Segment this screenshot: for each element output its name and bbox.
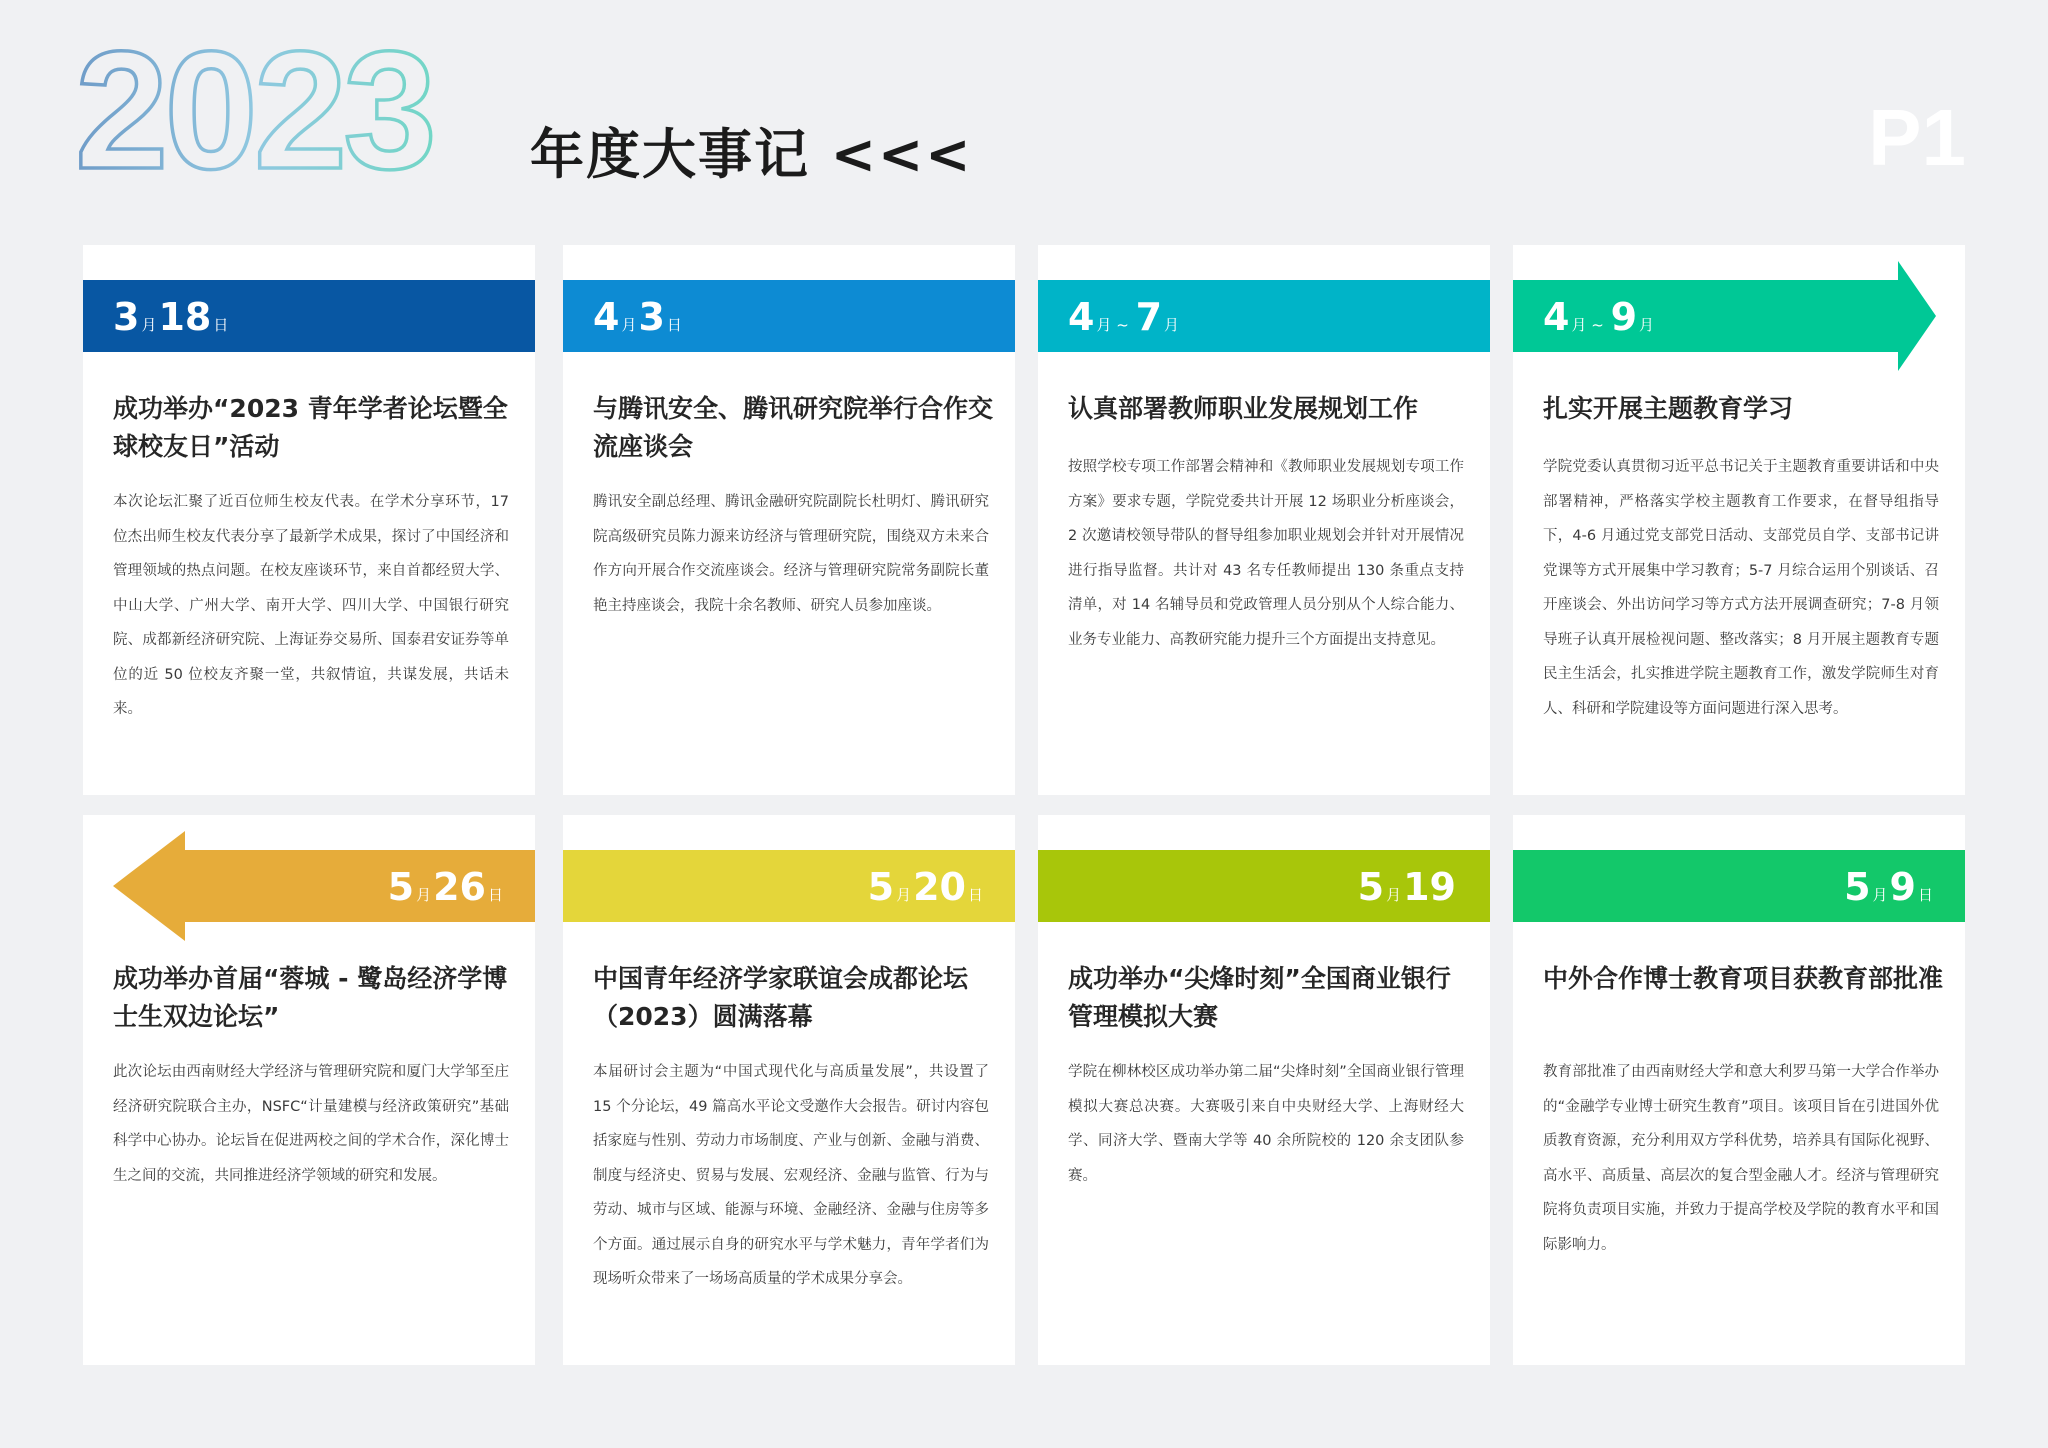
event-date: 3 月18 日 — [113, 295, 229, 339]
event-heading: 成功举办“2023 青年学者论坛暨全球校友日”活动 — [113, 394, 508, 461]
event-card-7 — [1038, 815, 1490, 1365]
event-date: 4 月 ~ 9 月 — [1543, 295, 1655, 339]
event-body: 此次论坛由西南财经大学经济与管理研究院和厦门大学邹至庄经济研究院联合主办，NSFC“计量建模与经济政策研究”基础科学中心协办。论坛旨在促进两校之间的学术合作，深化博士生之间的交流，共同推进经济学领域的研究和发展。 — [113, 1064, 509, 1184]
event-date: 5 月19 — [1357, 865, 1456, 909]
event-heading: 认真部署教师职业发展规划工作 — [1068, 394, 1419, 423]
event-body: 腾讯安全副总经理、腾讯金融研究院副院长杜明灯、腾讯研究院高级研究员陈力源来访经济与管理研究院，围绕双方未来合作方向开展合作交流座谈会。经济与管理研究院常务副院长董艳主持座谈会，我院十余名教师、研究人员参加座谈。 — [593, 494, 989, 614]
event-card-5 — [83, 815, 535, 1365]
event-heading: 成功举办首届“蓉城 - 鹭岛经济学博士生双边论坛” — [113, 964, 508, 1031]
event-date: 4 月 ~ 7 月 — [1068, 295, 1180, 339]
event-card-4 — [1513, 245, 1965, 795]
event-card-3 — [1038, 245, 1490, 795]
event-card-2 — [563, 245, 1015, 795]
event-body: 学院党委认真贯彻习近平总书记关于主题教育重要讲话和中央部署精神，严格落实学校主题教育工作要求，在督导组指导下，4-6 月通过党支部党日活动、支部党员自学、支部书记讲党课等方式开展集中学习教育；5-7 月综合运用个别谈话、召开座谈会、外出访问学习等方式方法开展调查研究；7-8 月领导班子认真开展检视问题、整改落实；8 月开展主题教育专题民主生活会，扎实推进学院主题教育工作，激发学院师生对育人、科研和学院建设等方面问题进行深入思考。 — [1543, 459, 1939, 717]
event-date: 5 月9 日 — [1844, 865, 1933, 909]
event-heading: 成功举办“尖烽时刻”全国商业银行管理模拟大赛 — [1068, 964, 1451, 1031]
event-card-8 — [1513, 815, 1965, 1365]
event-body: 本次论坛汇聚了近百位师生校友代表。在学术分享环节，17 位杰出师生校友代表分享了最新学术成果，探讨了中国经济和管理领域的热点问题。在校友座谈环节，来自首都经贸大学、中山大学、广州大学、南开大学、四川大学、中国银行研究院、成都新经济研究院、上海证券交易所、国泰君安证券等单位的近 50 位校友齐聚一堂，共叙情谊，共谋发展，共话未来。 — [113, 494, 509, 717]
event-card-6 — [563, 815, 1015, 1365]
event-body: 学院在柳林校区成功举办第二届“尖烽时刻”全国商业银行管理模拟大赛总决赛。大赛吸引来自中央财经大学、上海财经大学、同济大学、暨南大学等 40 余所院校的 120 余支团队参赛。 — [1068, 1064, 1464, 1184]
event-date: 4 月3 日 — [593, 295, 682, 339]
event-body: 教育部批准了由西南财经大学和意大利罗马第一大学合作举办的“金融学专业博士研究生教育”项目。该项目旨在引进国外优质教育资源，充分利用双方学科优势，培养具有国际化视野、高水平、高质量、高层次的复合型金融人才。经济与管理研究院将负责项目实施，并致力于提高学校及学院的教育水平和国际影响力。 — [1543, 1064, 1939, 1253]
event-heading: 与腾讯安全、腾讯研究院举行合作交流座谈会 — [593, 394, 994, 461]
event-heading: 中外合作博士教育项目获教育部批准 — [1543, 964, 1944, 993]
event-heading: 扎实开展主题教育学习 — [1543, 394, 1794, 423]
year-outline-graphic — [75, 30, 575, 180]
event-body: 按照学校专项工作部署会精神和《教师职业发展规划专项工作方案》要求专题，学院党委共计开展 12 场职业分析座谈会，2 次邀请校领导带队的督导组参加职业规划会并针对开展情况进行指导监督。共计对 43 名专任教师提出 130 条重点支持清单，对 14 名辅导员和党政管理人员分别从个人综合能力、业务专业能力、高教研究能力提升三个方面提出支持意见。 — [1068, 459, 1464, 648]
page-title: 年度大事记 <<< — [530, 123, 973, 186]
event-date: 5 月26 日 — [387, 865, 503, 909]
event-heading: 中国青年经济学家联谊会成都论坛（2023）圆满落幕 — [593, 964, 969, 1031]
event-date: 5 月20 日 — [867, 865, 983, 909]
event-card-1 — [83, 245, 535, 795]
page-number: P1 — [1868, 93, 1966, 182]
event-body: 本届研讨会主题为“中国式现代化与高质量发展”，共设置了 15 个分论坛，49 篇高水平论文受邀作大会报告。研讨内容包括家庭与性别、劳动力市场制度、产业与创新、金融与消费、制度与经济史、贸易与发展、宏观经济、金融与监管、行为与劳动、城市与区域、能源与环境、金融经济、金融与住房等多个方面。通过展示自身的研究水平与学术魅力，青年学者们为现场听众带来了一场场高质量的学术成果分享会。 — [593, 1064, 989, 1287]
year-text: 2023 — [75, 30, 433, 180]
